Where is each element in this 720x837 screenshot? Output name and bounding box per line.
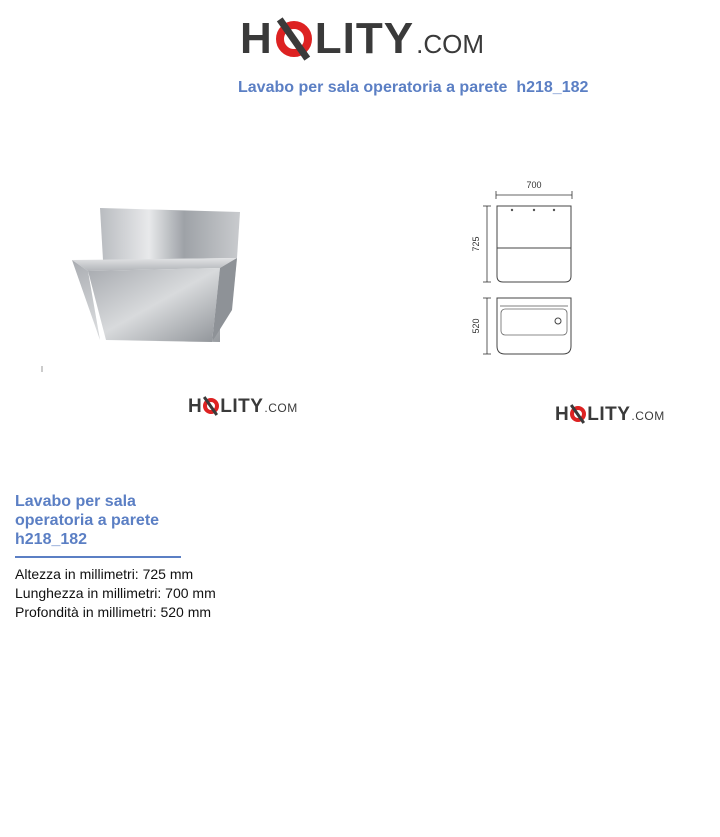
spec-depth: Profondità in millimetri: 520 mm [15,604,212,620]
page-title: Lavabo per sala operatoria a parete h218_182 [238,79,589,96]
logo-word: LITY [587,404,631,425]
divider [15,556,181,558]
spec-length: Lunghezza in millimetri: 700 mm [15,585,216,601]
photo-watermark-logo [188,396,298,418]
front-view [497,206,571,248]
product-header [15,492,225,558]
spec-list [15,565,216,622]
logo-ring-icon [570,406,586,422]
dim-depth-label: 520 [471,318,481,334]
dim-height-label: 725 [471,236,481,252]
logo-suffix: .COM [631,409,665,423]
technical-drawing [360,110,720,470]
logo-suffix: .COM [264,401,298,415]
logo-ring-icon [203,398,219,414]
dim-width-label: 700 [526,180,542,190]
logo-letter-h: H [240,14,273,63]
logo-letter-h: H [555,404,570,425]
drawing-watermark-logo [555,404,665,426]
logo-suffix: .COM [416,29,484,59]
product-name: Lavabo per sala operatoria a parete h218_182 [15,493,160,548]
logo-ring-icon [276,21,312,57]
logo-word: LITY [220,396,264,417]
logo-letter-h: H [188,396,203,417]
product-photo [0,110,360,470]
logo-word: LITY [314,14,415,63]
brand-logo[interactable] [240,14,484,64]
spec-height: Altezza in millimetri: 725 mm [15,566,194,582]
